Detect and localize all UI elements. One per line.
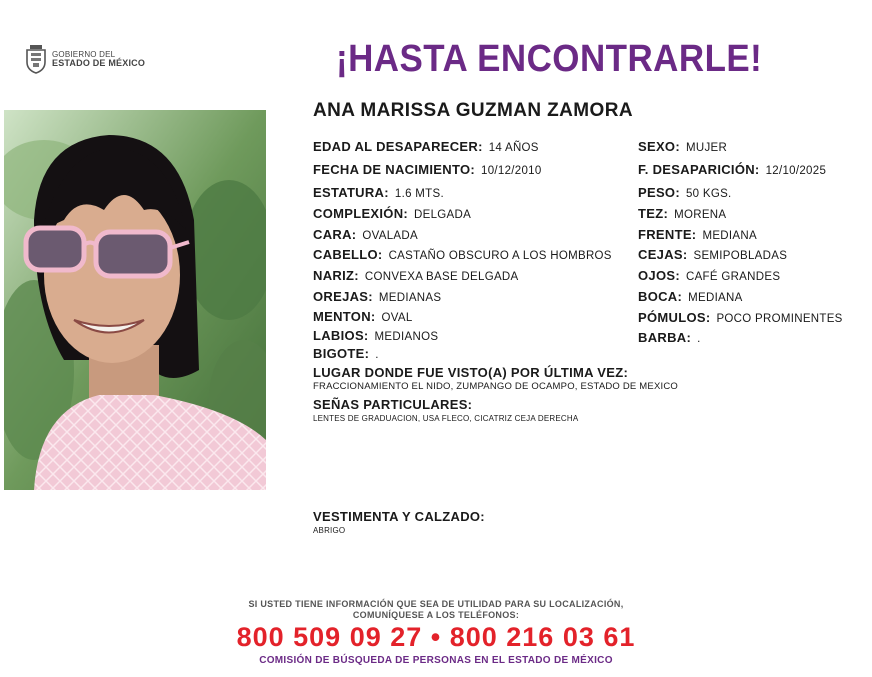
field-value: CASTAÑO OBSCURO A LOS HOMBROS (388, 250, 612, 262)
field-value: MEDIANOS (374, 331, 439, 343)
field-row (638, 330, 701, 345)
field-row (638, 247, 787, 262)
field-label: OJOS: (638, 268, 680, 283)
footer-info-text (0, 599, 872, 621)
field-row (638, 310, 843, 325)
field-row (638, 162, 826, 177)
field-value: MEDIANA (702, 230, 757, 242)
state-seal-icon (24, 44, 48, 74)
field-value: . (375, 349, 379, 361)
field-value: 14 AÑOS (488, 142, 539, 154)
person-photo (4, 110, 266, 490)
field-value: MEDIANA (688, 292, 743, 304)
last-seen-value: FRACCIONAMIENTO EL NIDO, ZUMPANGO DE OCAMPO, ESTADO DE MEXICO (313, 381, 678, 392)
clothing-label: VESTIMENTA Y CALZADO: (313, 509, 485, 524)
field-row (313, 206, 471, 221)
field-row (313, 268, 519, 283)
field-label: COMPLEXIÓN: (313, 206, 409, 221)
field-label: F. DESAPARICIÓN: (638, 162, 760, 177)
field-row (638, 139, 727, 154)
field-label: PESO: (638, 185, 680, 200)
government-logo (24, 44, 145, 74)
distinguishing-marks-value: LENTES DE GRADUACION, USA FLECO, CICATRIZ CEJA DERECHA (313, 414, 579, 423)
field-value: MUJER (685, 142, 728, 154)
field-value: 10/12/2010 (481, 165, 542, 177)
field-label: CABELLO: (313, 247, 383, 262)
logo-line-2: ESTADO DE MÉXICO (52, 58, 146, 68)
field-label: BIGOTE: (313, 346, 370, 361)
field-value: OVAL (381, 312, 413, 324)
field-label: PÓMULOS: (638, 310, 711, 325)
hotline-phones: 800 509 09 27 • 800 216 03 61 (236, 622, 636, 652)
field-value: SEMIPOBLADAS (693, 250, 788, 262)
field-label: SEXO: (638, 139, 680, 154)
field-label: OREJAS: (313, 289, 373, 304)
field-row (313, 227, 418, 242)
field-value: OVALADA (362, 230, 418, 242)
field-row (313, 139, 539, 154)
field-label: BOCA: (638, 289, 683, 304)
field-value: CONVEXA BASE DELGADA (364, 271, 519, 283)
person-name: ANA MARISSA GUZMAN ZAMORA (313, 100, 633, 121)
field-label: LABIOS: (313, 328, 369, 343)
clothing-value: ABRIGO (313, 526, 346, 535)
distinguishing-marks-label: SEÑAS PARTICULARES: (313, 397, 473, 412)
field-value: 12/10/2025 (765, 165, 827, 177)
field-row (313, 247, 612, 262)
field-row (638, 289, 743, 304)
field-row (313, 328, 438, 343)
field-row (313, 185, 444, 200)
field-row (638, 268, 780, 283)
field-label: TEZ: (638, 206, 669, 221)
field-value: . (697, 333, 701, 345)
field-row (313, 162, 542, 177)
field-label: CEJAS: (638, 247, 688, 262)
field-value: 50 KGS. (685, 188, 732, 200)
field-label: ESTATURA: (313, 185, 389, 200)
field-row (638, 206, 726, 221)
headline: ¡HASTA ENCONTRARLE! (336, 38, 763, 80)
field-value: DELGADA (414, 209, 472, 221)
field-value: CAFÉ GRANDES (685, 271, 781, 283)
field-row (638, 185, 732, 200)
field-label: NARIZ: (313, 268, 359, 283)
footer-line-2: COMUNÍQUESE A LOS TELÉFONOS: (352, 610, 520, 620)
field-label: MENTON: (313, 309, 376, 324)
field-label: CARA: (313, 227, 357, 242)
field-value: MEDIANAS (378, 292, 442, 304)
footer-line-1: SI USTED TIENE INFORMACIÓN QUE SEA DE UTILIDAD PARA SU LOCALIZACIÓN, (248, 599, 624, 609)
field-value: MORENA (674, 209, 727, 221)
field-label: FECHA DE NACIMIENTO: (313, 162, 475, 177)
field-label: FRENTE: (638, 227, 697, 242)
field-row (313, 346, 379, 361)
field-label: BARBA: (638, 330, 692, 345)
last-seen-label: LUGAR DONDE FUE VISTO(A) POR ÚLTIMA VEZ: (313, 365, 629, 380)
field-row (313, 289, 441, 304)
field-value: 1.6 MTS. (394, 188, 444, 200)
field-row (638, 227, 757, 242)
field-value: POCO PROMINENTES (716, 313, 843, 325)
field-label: EDAD AL DESAPARECER: (313, 139, 483, 154)
logo-line-1: GOBIERNO DEL (52, 50, 116, 59)
field-row (313, 309, 413, 324)
agency-name: COMISIÓN DE BÚSQUEDA DE PERSONAS EN EL ESTADO DE MÉXICO (259, 655, 613, 666)
